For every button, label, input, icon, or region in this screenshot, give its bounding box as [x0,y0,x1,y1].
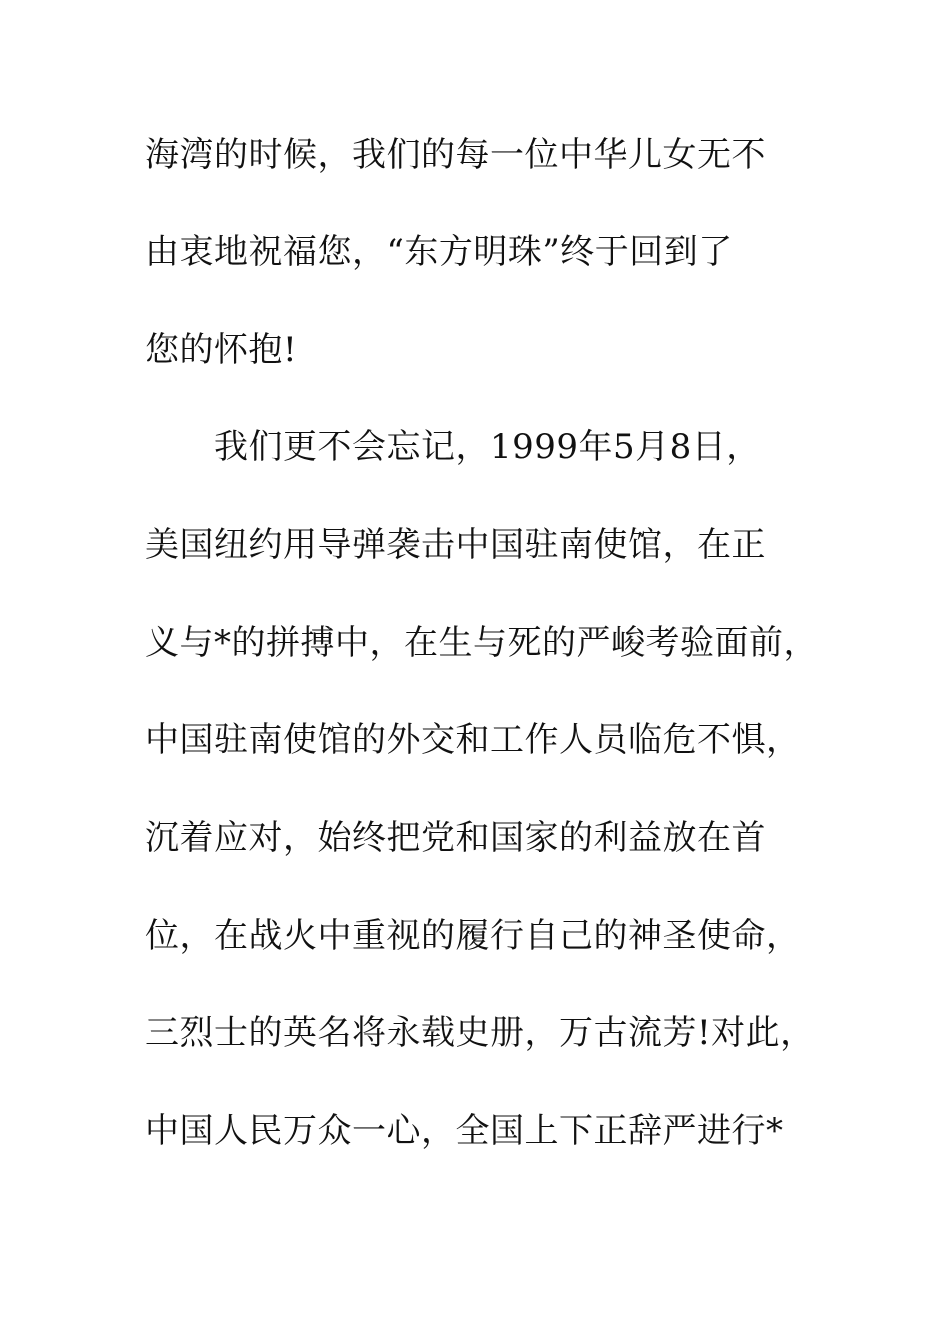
text-line-2: 由衷地祝福您，“东方明珠”终于回到了 [145,232,733,272]
text-line-6: 义与*的拼搏中，在生与死的严峻考验面前， [145,623,818,663]
text-line-3: 您的怀抱! [145,330,298,370]
text-line-10: 三烈士的英名将永载史册，万古流芳!对此， [145,1013,815,1053]
paragraph-start-line: 我们更不会忘记，1999年5月8日， [214,427,761,467]
text-line-9: 位，在战火中重视的履行自己的神圣使命， [145,916,801,956]
text-line-5: 美国纽约用导弹袭击中国驻南使馆，在正 [145,525,766,565]
text-line-1: 海湾的时候，我们的每一位中华儿女无不 [145,135,766,175]
text-line-7: 中国驻南使馆的外交和工作人员临危不惧， [145,720,801,760]
text-line-11: 中国人民万众一心，全国上下正辞严进行* [145,1111,784,1151]
text-line-8: 沉着应对，始终把党和国家的利益放在首 [145,818,766,858]
